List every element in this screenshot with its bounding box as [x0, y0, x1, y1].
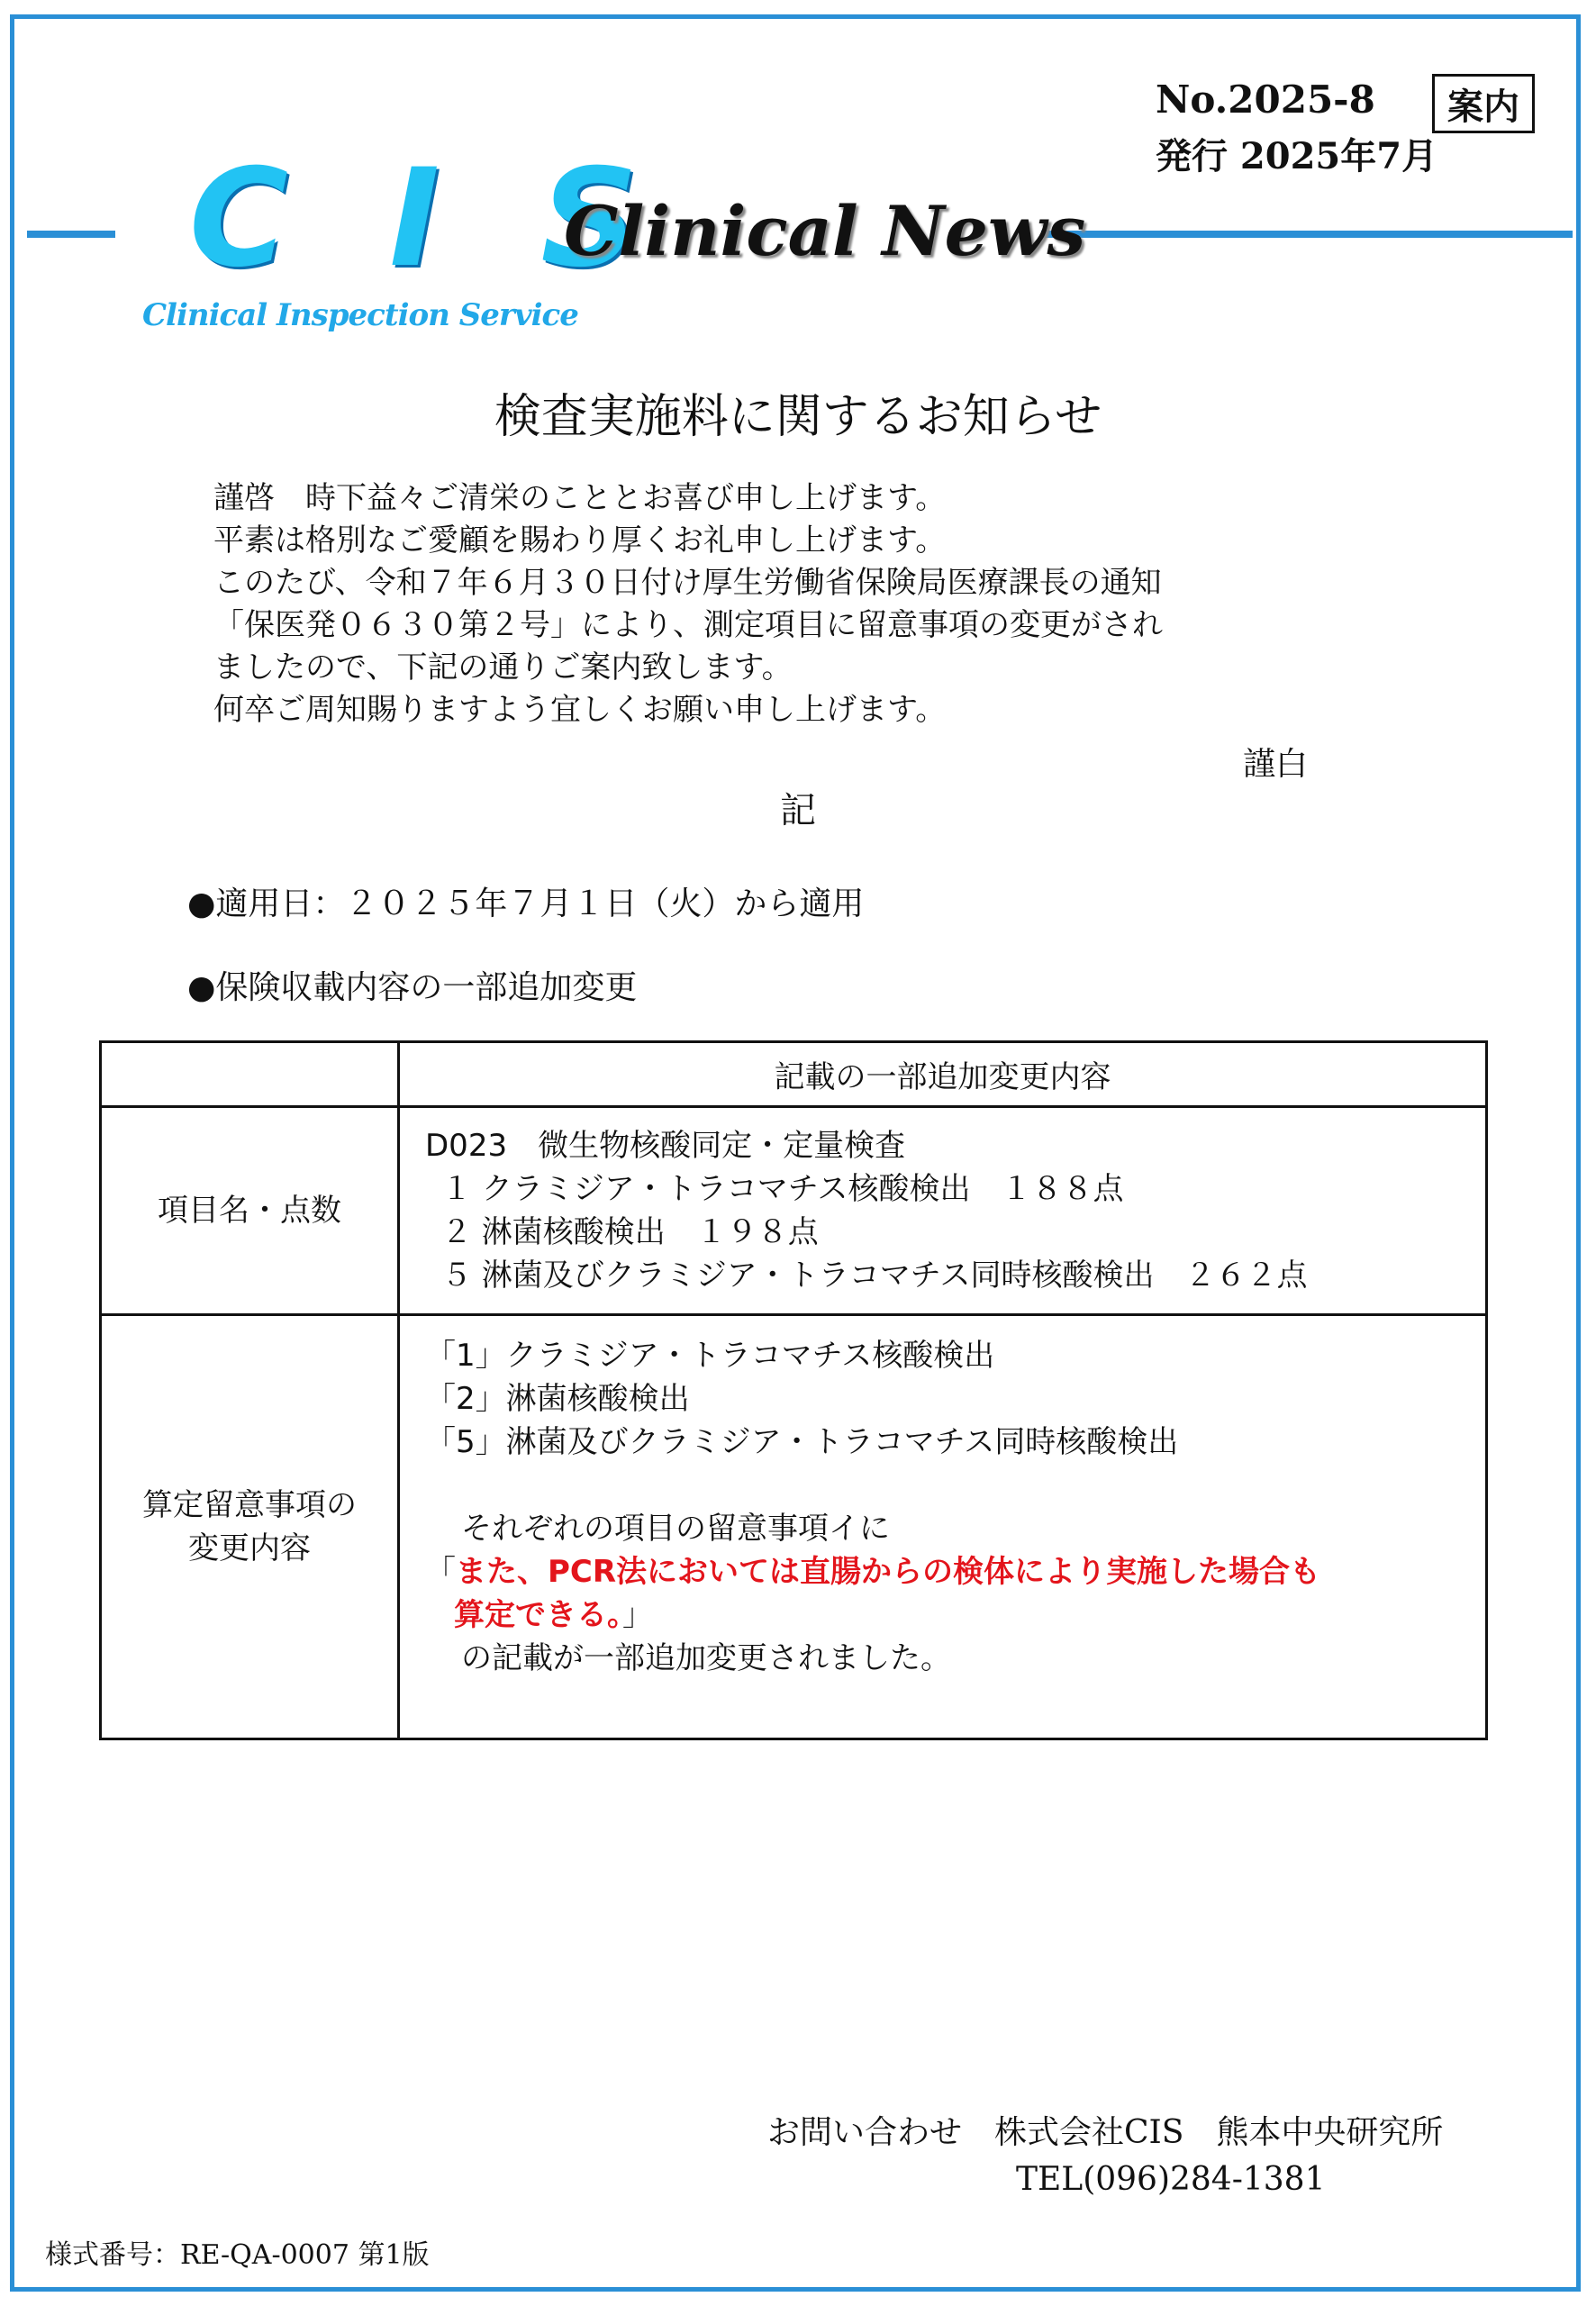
- header-rule-right: [1041, 231, 1573, 238]
- letter-line: 平素は格別なご愛顧を賜わり厚くお礼申し上げます。: [213, 522, 947, 558]
- row-content-items: [399, 1107, 1487, 1315]
- note-quote: [425, 1550, 1460, 1593]
- letter-line: このたび、令和７年６月３０日付け厚生労働省保険局医療課長の通知: [213, 565, 1162, 601]
- note-item: 「2」淋菌核酸検出: [425, 1381, 690, 1417]
- letter-line: 何卒ご周知賜りますよう宜しくお願い申し上げます。: [213, 692, 947, 728]
- note-intro: それぞれの項目の留意事項イに: [461, 1511, 890, 1547]
- note-outro: の記載が一部追加変更されました。: [461, 1640, 951, 1676]
- issue-number: No.2025-8: [1156, 77, 1375, 122]
- effective-date: ●適用日：２０２５年７月１日（火）から適用: [187, 885, 865, 922]
- table-corner-cell: [101, 1042, 399, 1107]
- contact-tel: TEL(096)284-1381: [1016, 2161, 1326, 2198]
- quote-mark: 「: [425, 1554, 456, 1590]
- contact-info: [767, 2110, 1443, 2203]
- category-badge: 案内: [1432, 74, 1535, 133]
- item-line: ２ 淋菌核酸検出 １９８点: [441, 1214, 819, 1250]
- logo-subtitle: Clinical Inspection Service: [142, 297, 578, 333]
- quote-mark: 」: [622, 1597, 653, 1633]
- item-line: D023 微生物核酸同定・定量検査: [425, 1128, 906, 1164]
- row-label-items: 項目名・点数: [101, 1107, 399, 1315]
- form-number: 様式番号：RE-QA-0007 第1版: [45, 2239, 430, 2271]
- highlight-text: また、PCR法においては直腸からの検体により実施した場合も: [456, 1554, 1321, 1590]
- table-row: [101, 1315, 1487, 1739]
- issue-date: 発行 2025年7月: [1156, 135, 1438, 177]
- newsletter-name: Clinical News: [564, 191, 1086, 271]
- item-line: ５ 淋菌及びクラミジア・トラコマチス同時核酸検出 ２６２点: [441, 1257, 1308, 1294]
- page-title: 検査実施料に関するお知らせ: [494, 390, 1102, 444]
- cis-logo: C I S: [189, 141, 666, 297]
- section-heading: ●保険収載内容の一部追加変更: [187, 969, 638, 1006]
- note-item: 「1」クラミジア・トラコマチス核酸検出: [425, 1338, 995, 1374]
- spacer: [425, 1464, 1460, 1507]
- note-quote-cont: [425, 1593, 1460, 1637]
- row-content-notes: [399, 1315, 1487, 1739]
- contact-line: お問い合わせ 株式会社CIS 熊本中央研究所: [767, 2114, 1444, 2151]
- row-label-line: 変更内容: [188, 1530, 311, 1566]
- letter-body: [213, 477, 1163, 731]
- note-item: 「5」淋菌及びクラミジア・トラコマチス同時核酸検出: [425, 1424, 1179, 1460]
- letter-line: ましたので、下記の通りご案内致します。: [213, 649, 793, 685]
- header-rule-left: [27, 231, 115, 238]
- letter-line: 「保医発０６３０第２号」により、測定項目に留意事項の変更がされ: [213, 607, 1163, 643]
- highlight-text: 算定できる。: [454, 1597, 622, 1633]
- changes-table: [99, 1040, 1488, 1740]
- ki-heading: 記: [780, 790, 816, 831]
- letter-line: 謹啓 時下益々ご清栄のこととお喜び申し上げます。: [213, 480, 947, 516]
- letter-closing: 謹白: [1243, 746, 1309, 783]
- row-label-line: 算定留意事項の: [142, 1487, 357, 1523]
- table-row: [101, 1107, 1487, 1315]
- row-label-notes: [101, 1315, 399, 1739]
- table-header: 記載の一部追加変更内容: [399, 1042, 1487, 1107]
- item-line: １ クラミジア・トラコマチス核酸検出 １８８点: [441, 1171, 1124, 1207]
